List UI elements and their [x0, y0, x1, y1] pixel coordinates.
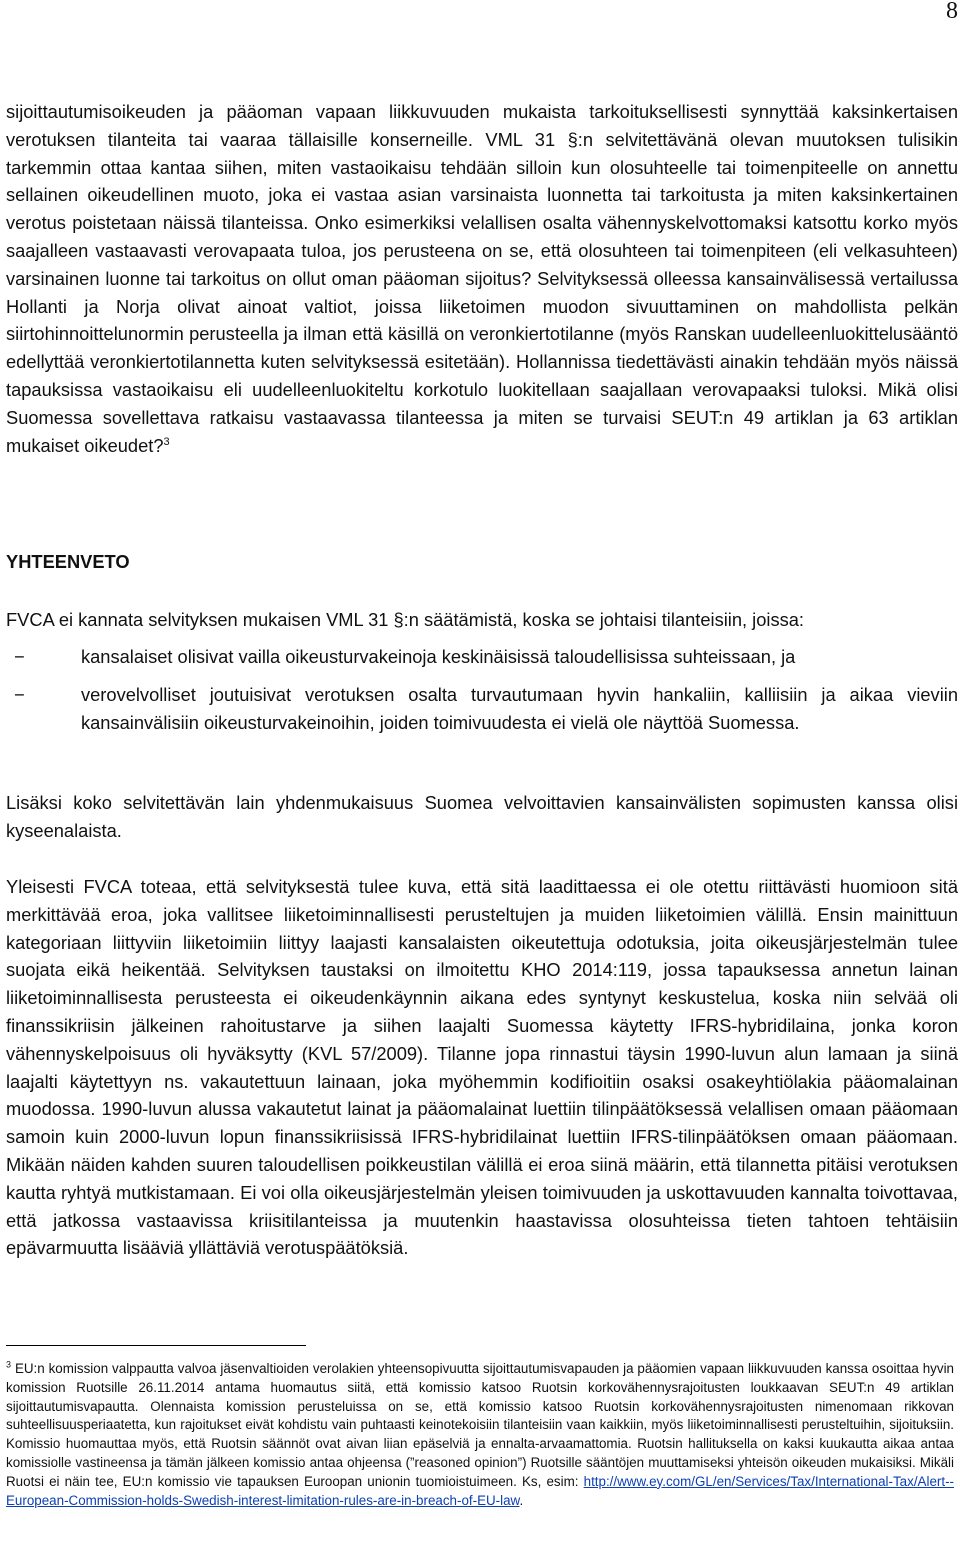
list-item: − verovelvolliset joutuisivat verotuksen osalta turvautumaan hyvin hankaliin, kalliisiin ja aikaa vieviin kansainvälisiin oikeusturvakeinoihin, joiden toimivuudesta ei vielä ole näyttöä Suomessa.	[6, 681, 958, 737]
footnote	[6, 1360, 954, 1510]
list-item: − kansalaiset olisivat vailla oikeusturvakeinoja keskinäisissä taloudellisissa suhteissaan, ja	[6, 643, 958, 671]
footnote-link[interactable]: http://www.ey.com/GL/en/Services/Tax/International-Tax/Alert--European-Commission-holds-Swedish-interest-limitation-rules-are-in-breach-of-EU-law	[6, 1473, 954, 1508]
paragraph-text: sijoittautumisoikeuden ja pääoman vapaan liikkuvuuden mukaista tarkoituksellisesti synnyttää kaksinkertaisen verotuksen tilanteita tai vaaraa tällaisille konserneille. VML 31 §:n selvitettävänä olevan muutoksen tulisikin tarkemmin ottaa kantaa siihen, miten vastaoikaisu tehdään silloin kun olosuhteelle tai toimenpiteelle on annettu sellainen oikeudellinen muoto, joka ei vastaa asian varsinaista luonnetta tai tarkoitusta ja miten kaksinkertainen verotus poistetaan näissä tilanteissa. Onko esimerkiksi velallisen osalta vähennyskelvottomaksi katsottu korko myös saajalleen vastaavasti verovapaata tuloa, jos perusteena on se, että olosuhteen tai toimenpiteen (eli velkasuhteen) varsinainen luonne tai tarkoitus on ollut oman pääoman sijoitus? Selvityksessä olleessa kansainvälisessä vertailussa Hollanti ja Norja olivat ainoat valtiot, joissa liiketoimen muodon sivuuttaminen on mahdollista pelkän siirtohinnoittelunormin perusteella ja ilman että käsillä on veronkiertotilanne (myös Ranskan uudelleenluokittelusääntö edellyttää veronkiertotilannetta kuten selvityksessä esitetään). Hollannissa tiedettävästi ainakin tehdään myös näissä tapauksissa vastaoikaisu eli uudelleenluokiteltu korkotulo luokitellaan saajallaan verovapaaksi tuloksi. Mikä olisi Suomessa sovellettava ratkaisu vastaavassa tilanteessa ja miten se turvaisi SEUT:n 49 artiklan ja 63 artiklan mukaiset oikeudet?	[6, 101, 958, 456]
footnote-end: .	[519, 1492, 524, 1508]
page-number: 8	[946, 0, 958, 24]
bullet-list	[6, 643, 958, 736]
footnote-reference[interactable]: 3	[163, 435, 170, 448]
paragraph-conformity: Lisäksi koko selvitettävän lain yhdenmukaisuus Suomea velvoittavien kansainvälisten sopimusten kanssa olisi kyseenalaista.	[6, 792, 958, 841]
paragraph-intro: FVCA ei kannata selvityksen mukaisen VML 31 §:n säätämistä, koska se johtaisi tilanteisiin, joissa:	[6, 609, 804, 630]
section-heading: YHTEENVETO	[6, 551, 130, 572]
paragraph-tax-correction	[6, 98, 958, 459]
footnote-separator	[6, 1345, 306, 1346]
footnote-text: EU:n komission valppautta valvoa jäsenvaltioiden verolakien yhteensopivuutta sijoittautumisvapauden ja pääomien vapaan liikkuvuuden kanssa osoittaa hyvin komission Ruotsille 26.11.2014 antama huomautus siitä, että komissio katsoo Ruotsin korkovähennysrajoitusten loukkaavan SEUT:n 49 artiklan sijoittautumisvapautta. Olennaista komission perusteluissa on se, että komissio katsoo Ruotsin korkovähennysrajoitusten nimenomaan rikkovan suhteellisuusperiaatetta, kun rajoitukset eivät kohdistu vain puhtaasti keinotekoisiin tilanteisiin vaan kaikkiin, myös liiketoiminnallisesti perusteltuihin, sijoituksiin. Komissio huomauttaa myös, että Ruotsin säännöt ovat aivan liian epäselviä ja ennalta-arvaamattomia. Ruotsin hallituksella on kaksi kuukautta aikaa antaa komissiolle vastineensa ja tämän jälkeen komissio antaa ohjeensa (”reasoned opinion”) Ruotsille sääntöjen muuttamiseksi yhteisön oikeuden mukaisiksi. Mikäli Ruotsi ei näin tee, EU:n komissio vie tapauksen Euroopan unionin tuomioistuimeen. Ks, esim:	[6, 1361, 954, 1489]
paragraph-general: Yleisesti FVCA toteaa, että selvityksestä tulee kuva, että sitä laadittaessa ei ole otettu riittävästi huomioon sitä merkittävää eroa, joka vallitsee liiketoiminnallisesti perusteltujen ja muiden liiketoimien välillä. Ensin mainittuun kategoriaan liittyviin liiketoimiin liittyy laajasti kansalaisten oikeutettuja odotuksia, joita oikeusjärjestelmän tulee suojata eikä heikentää. Selvityksen taustaksi on ilmoitettu KHO 2014:119, jossa tapauksessa annetun lainan liiketoiminnallisesta perusteesta ei oikeudenkäynnin aikana edes syntynyt keskustelua, koska niin selvää oli finanssikriisin jälkeinen rahoitustarve ja siihen laajalti Suomessa käytetty IFRS-hybridilaina, jonka koron vähennyskelpoisuus oli hyväksytty (KVL 57/2009). Tilanne jopa rinnastui täysin 1990-luvun alun lamaan ja siinä laajalti käytettyyn ns. vakautettuun lainaan, joka myöhemmin kodifioitiin osaksi osakeyhtiölakia pääomalainan muodossa. 1990-luvun alussa vakautetut lainat ja pääomalainat luettiin tilinpäätöksessä velallisen omaan pääomaan samoin kuin 2000-luvun lopun finanssikriisissä IFRS-hybridilainat luettiin IFRS-tilinpäätöksen omaan pääomaan. Mikään näiden kahden suuren taloudellisen poikkeustilan välillä ei eroa siinä määrin, että tilannetta pitäisi verotuksen kautta ryhtyä mutkistamaan. Ei voi olla oikeusjärjestelmän yleisen toimivuuden ja uskottavuuden kannalta toivottavaa, että jatkossa vastaavissa kriisitilanteissa ja muutenkin haastavissa olosuhteissa tieten tahtoen tehtäisiin epävarmuutta lisääviä yllättäviä verotuspäätöksiä.	[6, 876, 958, 1259]
footnote-number: 3	[6, 1359, 12, 1370]
